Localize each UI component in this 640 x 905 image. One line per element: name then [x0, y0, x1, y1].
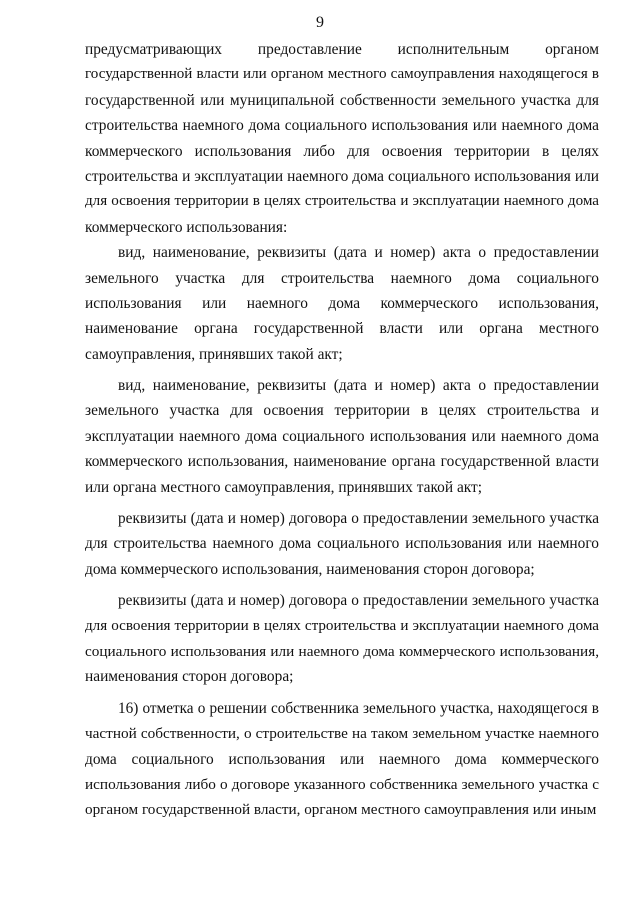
text-line: государственной или муниципальной собственности земельного участка для: [85, 91, 599, 109]
text-line: государственной власти или органом местного самоуправления находящегося в: [85, 66, 599, 83]
text-line: коммерческого использования либо для освоения территории в целях: [85, 142, 599, 160]
text-line: для освоения территории в целях строительства и эксплуатации наемного дома: [85, 193, 599, 210]
text-line: реквизиты (дата и номер) договора о предоставлении земельного участка: [118, 592, 599, 610]
text-line: дома социального использования или наемного дома коммерческого: [85, 750, 599, 768]
text-line: реквизиты (дата и номер) договора о предоставлении земельного участка: [118, 510, 599, 528]
text-line: социального использования или наемного дома коммерческого использования,: [85, 642, 599, 660]
text-line: земельного участка для освоения территории в целях строительства и: [85, 402, 599, 420]
text-line: коммерческого использования:: [85, 218, 288, 236]
text-line: 16) отметка о решении собственника земельного участка, находящегося в: [118, 699, 599, 717]
text-line: наименования сторон договора;: [85, 668, 294, 686]
text-line: наименование органа государственной власти или органа местного: [85, 320, 599, 338]
paragraph: [85, 373, 599, 500]
text-line: использования либо о договоре указанного собственника земельного участка с: [85, 775, 599, 793]
page-number: 9: [316, 14, 324, 31]
paragraph: [85, 696, 599, 823]
text-line: вид, наименование, реквизиты (дата и номер) акта о предоставлении: [118, 244, 599, 262]
text-line: дома коммерческого использования, наименования сторон договора;: [85, 560, 535, 578]
text-line: частной собственности, о строительстве на таком земельном участке наемного: [85, 725, 599, 743]
text-line: строительства и эксплуатации наемного дома социального использования или: [85, 167, 599, 185]
text-line: земельного участка для строительства наемного дома социального: [85, 269, 599, 287]
text-line: для строительства наемного дома социального использования или наемного: [85, 535, 599, 553]
text-line: коммерческого использования, наименование органа государственной власти: [85, 453, 599, 471]
text-line: вид, наименование, реквизиты (дата и номер) акта о предоставлении: [118, 377, 599, 395]
text-line: использования или наемного дома коммерческого использования,: [85, 294, 599, 312]
paragraph: [85, 240, 599, 367]
text-line: органом государственной власти, органом местного самоуправления или иным: [85, 801, 597, 819]
text-line: эксплуатации наемного дома социального использования или наемного дома: [85, 427, 599, 445]
text-line: или органа местного самоуправления, принявших такой акт;: [85, 478, 483, 496]
paragraph: [85, 588, 599, 690]
paragraph: [85, 506, 599, 582]
text-line: для освоения территории в целях строительства и эксплуатации наемного дома: [85, 617, 599, 634]
document-body: [85, 37, 599, 823]
text-line: строительства наемного дома социального использования или наемного дома: [85, 117, 599, 135]
text-line: самоуправления, принявших такой акт;: [85, 345, 343, 363]
paragraph: [85, 37, 599, 240]
text-line: предусматривающих предоставление исполнительным органом: [85, 41, 599, 58]
